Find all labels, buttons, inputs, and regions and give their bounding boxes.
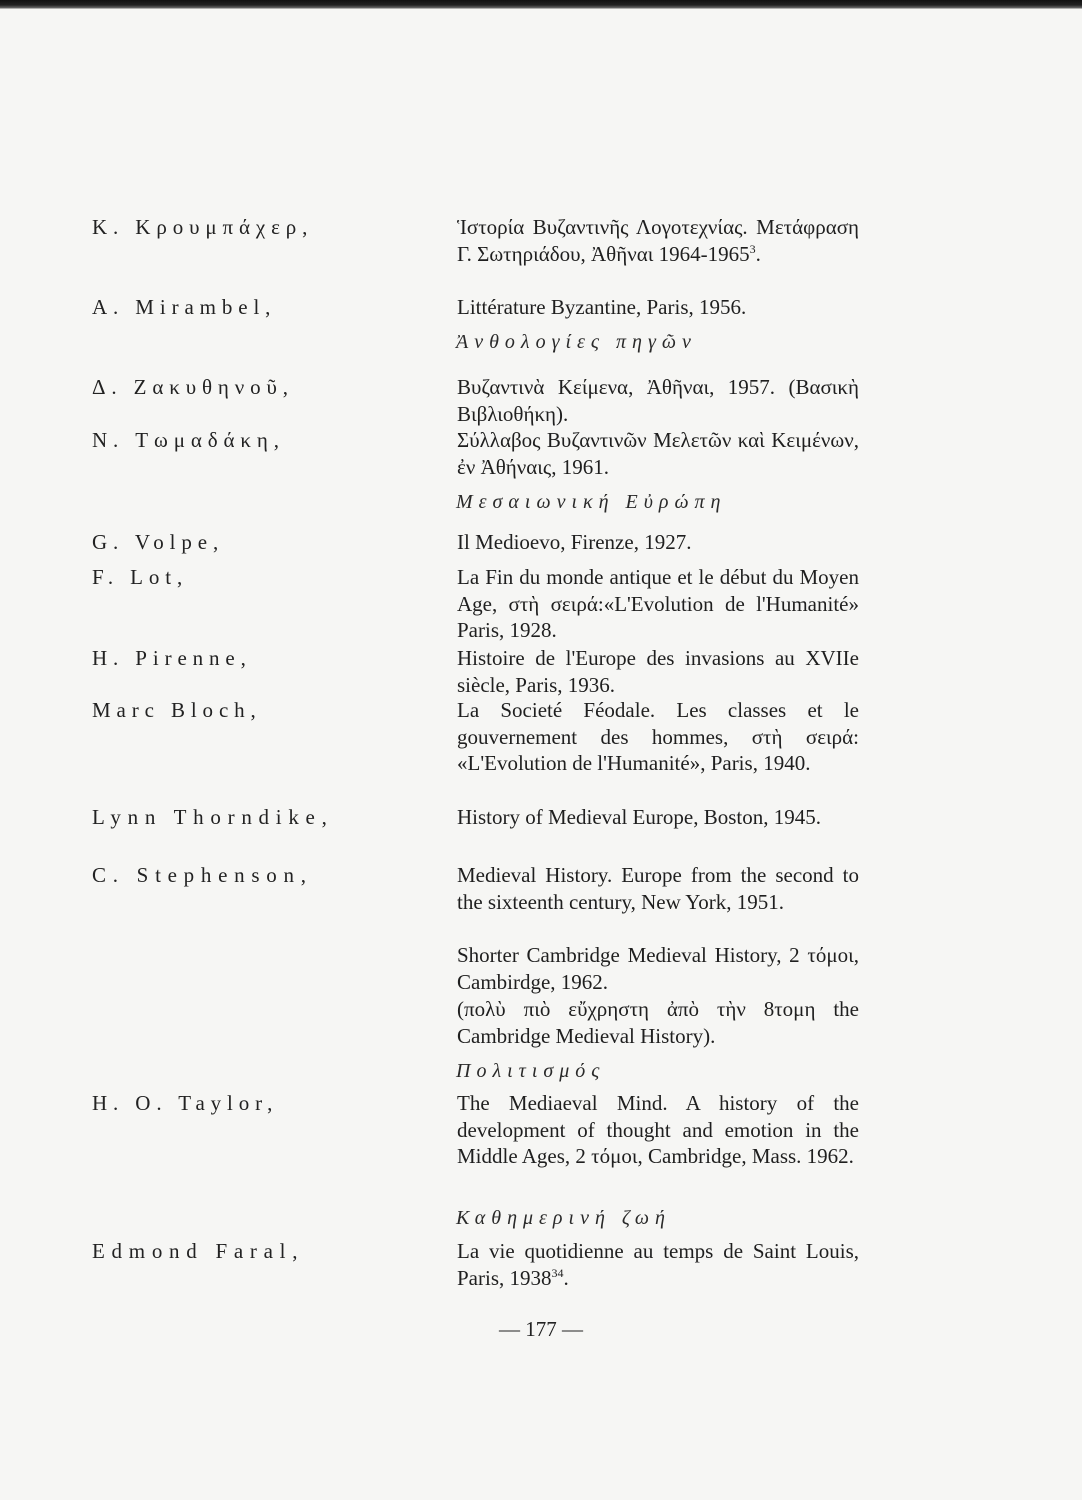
bibliography-entry: Ἱστορία Βυζαντινῆς Λογοτεχνίας. Μετάφραση Γ. Σωτηριάδου, Ἀθῆναι 1964-1965$^3$. [457,215,859,266]
bibliography-entry: Littérature Byzantine, Paris, 1956. [457,295,747,319]
author-name: A. Mirambel, [92,295,277,319]
page-top-edge [0,0,1082,9]
bibliography-entry: La Societé Féodale. Les classes et le gouvernement des hommes, στὴ σειρά: «L'Evolution de l'Humanité», Paris, 1940. [457,698,859,775]
section-heading: Μεσαιωνική Εὐρώπη [456,491,727,513]
bibliography-note: (πολὺ πιὸ εὔχρηστη ἀπὸ τὴν 8τομη the Cambridge Medieval History). [457,997,859,1048]
page-number: — 177 — [499,1317,583,1341]
footnote-marker: 34 [551,1265,564,1280]
author-name: Δ. Ζακυθηνοῦ, [92,375,294,399]
bibliography-entry: La vie quotidienne au temps de Saint Louis, Paris, 1938$^{34}$. [457,1239,859,1290]
bibliography-entry: Βυζαντινὰ Κείμενα, Ἀθῆναι, 1957. (Βασικὴ Βιβλιοθήκη). [457,375,859,426]
author-name: Lynn Thorndike, [92,805,334,829]
section-heading: Ἀνθολογίες πηγῶν [456,331,697,353]
section-heading: Πολιτισμός [456,1060,606,1082]
section-heading: Καθημερινή ζωή [456,1207,671,1229]
author-name: Edmond Faral, [92,1239,305,1263]
author-name: H. O. Taylor, [92,1091,279,1115]
bibliography-entry: Shorter Cambridge Medieval History, 2 τόμοι, Cambirdge, 1962. [457,943,859,994]
author-name: K. Κρουμπάχερ, [92,215,314,239]
bibliography-entry: Σύλλαβος Βυζαντινῶν Μελετῶν καὶ Κειμένων, ἐν Ἀθήναις, 1961. [457,428,859,479]
author-name: H. Pirenne, [92,646,252,670]
author-name: G. Volpe, [92,530,225,554]
bibliography-entry: Il Medioevo, Firenze, 1927. [457,530,692,554]
author-name: N. Τωμαδάκη, [92,428,285,452]
author-name: F. Lot, [92,565,189,589]
bibliography-entry: Medieval History. Europe from the second to the sixteenth century, New York, 1951. [457,863,859,914]
bibliography-entry: The Mediaeval Mind. A history of the development of thought and emotion in the Middle Ages, 2 τόμοι, Cambridge, Mass. 1962. [457,1091,859,1168]
footnote-marker: 3 [749,241,756,256]
author-name: C. Stephenson, [92,863,313,887]
bibliography-entry: Histoire de l'Europe des invasions au XVIIe siècle, Paris, 1936. [457,646,859,697]
bibliography-entry: History of Medieval Europe, Boston, 1945. [457,805,821,829]
bibliography-entry: La Fin du monde antique et le début du Moyen Age, στὴ σειρά:«L'Evolution de l'Humanité» Paris, 1928. [457,565,859,642]
author-name: Marc Bloch, [92,698,262,722]
